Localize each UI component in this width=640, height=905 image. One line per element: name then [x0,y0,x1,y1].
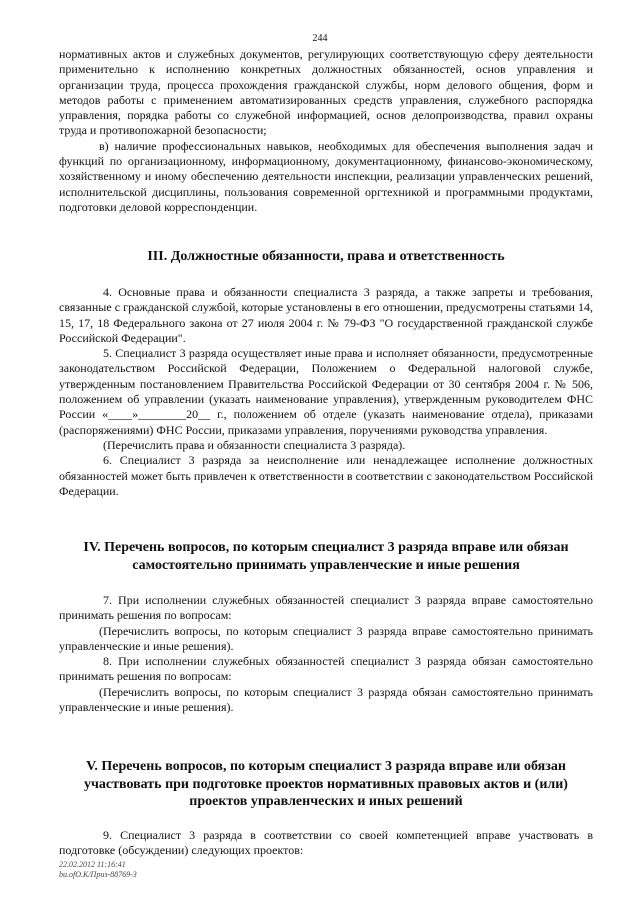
section-4-heading-line-1: IV. Перечень вопросов, по которым специалист 3 разряда вправе или обязан [83,540,569,555]
footer-timestamp: 22.02.2012 11:16:41 [59,860,126,869]
paragraph-5-note: (Перечислить права и обязанности специалиста 3 разряда). [103,437,406,452]
paragraph-8-note: (Перечислить вопросы, по которым специалист 3 разряда обязан самостоятельно принимать управленческие и иные решения). [59,684,593,715]
footer-stamp [59,860,137,880]
section-3-body [59,285,593,499]
section-5-heading-line-2: участвовать при подготовке проектов нормативных правовых актов и (или) [84,776,568,792]
section-5-body [59,828,593,859]
section-5-heading-line-1: V. Перечень вопросов, по которым специалист 3 разряда вправе или обязан [86,759,566,774]
paragraph-6: 6. Специалист 3 разряда за неисполнение или ненадлежащее исполнение должностных обязанностей может быть привлечен к ответственности в соответствии с законодательством Российской Федерации. [59,453,593,498]
intro-paragraph-1: нормативных актов и служебных документов, регулирующих соответствующую сферу деятельности применительно к исполнению конкретных должностных обязанностей, основ управления и организации труда, процесса прохождения гражданской службы, норм делового общения, форм и методов работы с применением автоматизированных средств управления, служебного распорядка управления, порядка работы со служебной информацией, основ делопроизводства, правил охраны труда и противопожарной безопасности; [59,47,593,138]
paragraph-4: 4. Основные права и обязанности специалиста 3 разряда, а также запреты и требования, связанные с гражданской службой, которые установлены в его отношении, предусмотрены статьями 14, 15, 17, 18 Федерального закона от 27 июля 2004 г. № 79-ФЗ "О государственной гражданской службе Российской Федерации". [59,285,593,345]
section-4-body [59,593,593,715]
intro-paragraph-2: в) наличие профессиональных навыков, необходимых для обеспечения выполнения задач и функций по организационному, информационному, документационному, финансово-экономическому, хозяйственному и иному обеспечению деятельности инспекции, реализации управленческих решений, исполнительской дисциплины, пользования современной оргтехникой и программными продуктами, подготовки деловой корреспонденции. [59,138,593,214]
paragraph-5: 5. Специалист 3 разряда осуществляет иные права и исполняет обязанности, предусмотренные законодательством Российской Федерации, Положением о Федеральной налоговой службе, утвержденным постановлением Правительства Российской Федерации от 30 сентября 2004 г. № 506, положением об управлении (указать наименование управления), утвержденным руководителем ФНС России «____»________20__ г., положением об отделе (указать наименование отдела), приказами (распоряжениями) ФНС России, приказами управления, поручениями руководства управления. [59,346,593,437]
section-4-heading-line-2: самостоятельно принимать управленческие и иные решения [132,557,520,573]
paragraph-8: 8. При исполнении служебных обязанностей специалист 3 разряда обязан самостоятельно принимать решения по вопросам: [59,654,593,684]
paragraph-9: 9. Специалист 3 разряда в соответствии со своей компетенцией вправе участвовать в подготовке (обсуждении) следующих проектов: [59,828,593,858]
paragraph-7: 7. При исполнении служебных обязанностей специалист 3 разряда вправе самостоятельно принимать решения по вопросам: [59,593,593,623]
section-3-heading: III. Должностные обязанности, права и ответственность [147,249,505,264]
page-number: 244 [312,33,328,44]
paragraph-7-note: (Перечислить вопросы, по которым специалист 3 разряда вправе самостоятельно принимать управленческие и иные решения). [59,623,593,653]
footer-document-code: bu.ofO.K/Приз-88769-3 [59,870,137,879]
section-5-heading [52,758,600,811]
section-5-heading-line-3: проектов управленческих и иных решений [189,794,463,809]
intro-text [59,47,593,215]
section-4-heading [52,539,600,574]
